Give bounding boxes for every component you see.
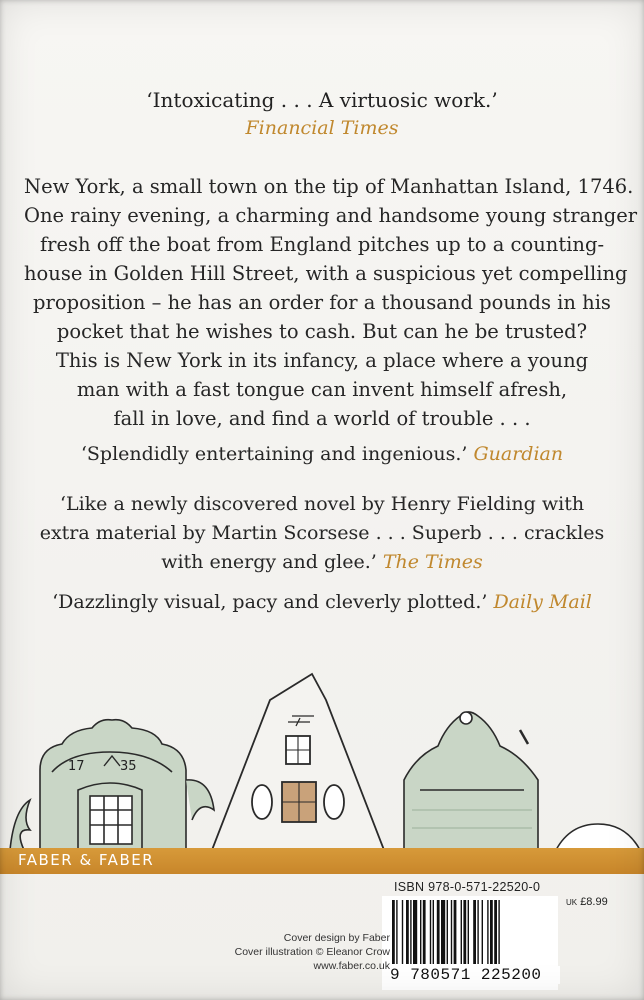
barcode-bar — [430, 900, 431, 964]
review-quote-text: ‘Dazzlingly visual, pacy and cleverly plotted.’ — [52, 591, 488, 613]
blurb-line: One rainy evening, a charming and handsome young stranger — [24, 204, 638, 227]
barcode-bar — [468, 900, 469, 964]
credit-website: www.faber.co.uk — [313, 960, 390, 972]
blurb-line: New York, a small town on the tip of Manhattan Island, 1746. — [24, 175, 634, 198]
barcode-bar — [494, 900, 497, 964]
blurb-line: pocket that he wishes to cash. But can he be trusted? — [56, 320, 588, 343]
review-quote-times — [30, 490, 614, 577]
barcode-bar — [451, 900, 452, 964]
barcode-bars — [382, 896, 558, 966]
barcode-bar — [490, 900, 493, 964]
barcode-bar — [406, 900, 409, 964]
barcode-bar — [461, 900, 462, 964]
review-quote-text: ‘Like a newly discovered novel by Henry Fielding with — [59, 493, 585, 515]
barcode-bar — [402, 900, 403, 964]
blurb-line: fall in love, and find a world of trouble . . . — [113, 407, 531, 430]
barcode-bar — [473, 900, 476, 964]
review-quote-source: Guardian — [473, 443, 564, 465]
barcode-bar — [454, 900, 457, 964]
barcode-bar — [487, 900, 488, 964]
price-label — [566, 896, 608, 908]
top-quote-source: Financial Times — [245, 117, 399, 139]
publisher-name: FABER & FABER — [18, 851, 155, 869]
right-house — [404, 712, 640, 850]
isbn-text: ISBN 978-0-571-22520-0 — [394, 880, 541, 894]
review-quote-text: ‘Splendidly entertaining and ingenious.’ — [80, 443, 468, 465]
barcode-bar — [482, 900, 483, 964]
barcode-bar — [433, 900, 434, 964]
house-date-left: 17 — [68, 759, 85, 774]
top-review-quote — [0, 86, 644, 142]
barcode-digits: 9 780571 225200 — [390, 966, 560, 984]
barcode-bar — [396, 900, 397, 964]
barcode-bar — [392, 900, 395, 964]
blurb-line: man with a fast tongue can invent himself afresh, — [76, 378, 568, 401]
review-quote-source: The Times — [382, 551, 483, 573]
barcode-bar — [410, 900, 411, 964]
left-house — [10, 720, 214, 850]
barcode-bar — [441, 900, 445, 964]
credit-design: Cover design by Faber — [283, 932, 390, 944]
barcode-bar — [413, 900, 417, 964]
blurb-line: house in Golden Hill Street, with a suspicious yet compelling — [24, 262, 628, 285]
barcode-bar — [420, 900, 421, 964]
blurb-line: This is New York in its infancy, a place where a young — [55, 349, 589, 372]
blurb-line: fresh off the boat from England pitches up to a counting- — [39, 233, 605, 256]
barcode-bar — [463, 900, 466, 964]
credit-illustration: Cover illustration © Eleanor Crow — [234, 946, 390, 958]
price-region: UK — [566, 898, 578, 907]
review-quote-guardian — [30, 440, 614, 469]
blurb-line: proposition – he has an order for a thousand pounds in his — [33, 291, 611, 314]
review-quote-source: Daily Mail — [493, 591, 592, 613]
barcode-bar — [423, 900, 426, 964]
top-quote-text: ‘Intoxicating . . . A virtuosic work.’ — [146, 88, 498, 112]
house-date-right: 35 — [120, 759, 137, 774]
barcode-bar — [498, 900, 499, 964]
middle-house — [212, 674, 384, 850]
book-blurb — [24, 172, 638, 433]
review-quote-daily-mail — [30, 588, 614, 617]
price-amount: £8.99 — [580, 896, 608, 908]
review-quote-text: extra material by Martin Scorsese . . . Superb . . . crackles — [39, 522, 605, 544]
cover-credits — [210, 931, 390, 973]
townhouse-illustration — [0, 660, 644, 850]
publisher-band — [0, 848, 644, 874]
review-quote-text: with energy and glee.’ — [161, 551, 377, 573]
barcode-bar — [437, 900, 440, 964]
barcode-bar — [447, 900, 448, 964]
barcode-bar — [477, 900, 478, 964]
